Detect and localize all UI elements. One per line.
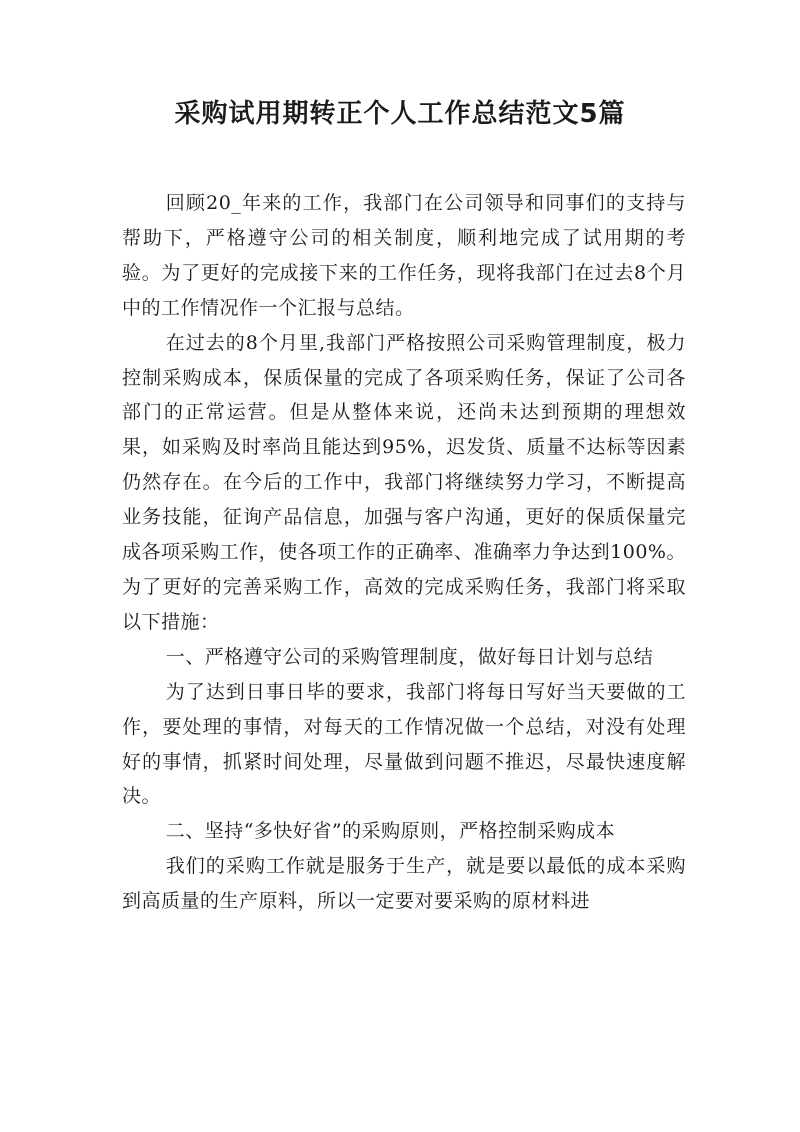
document-title: 采购试用期转正个人工作总结范文5篇 xyxy=(174,99,626,129)
document-body xyxy=(122,186,686,919)
paragraph-section-2: 我们的采购工作就是服务于生产，就是要以最低的成本采购到高质量的生产原料，所以一定要对要采购的原材料进 xyxy=(122,855,686,913)
paragraph-review: 在过去的8个月里,我部门严格按照公司采购管理制度，极力控制采购成本，保质保量的完成了各项采购任务，保证了公司各部门的正常运营。但是从整体来说，还尚未达到预期的理想效果，如采购及时率尚且能达到95%，迟发货、质量不达标等因素仍然存在。在今后的工作中，我部门将继续努力学习，不断提高业务技能，征询产品信息，加强与客户沟通，更好的保质保量完成各项采购工作，使各项工作的正确率、准确率力争达到100%。为了更好的完善采购工作，高效的完成采购任务，我部门将采取以下措施： xyxy=(122,331,686,633)
paragraph-intro: 回顾20_年来的工作，我部门在公司领导和同事们的支持与帮助下，严格遵守公司的相关制度，顺利地完成了试用期的考验。为了更好的完成接下来的工作任务，现将我部门在过去8个月中的工作情况作一个汇报与总结。 xyxy=(122,192,686,319)
section-heading-2: 二、坚持“多快好省”的采购原则，严格控制采购成本 xyxy=(165,820,616,843)
paragraph-section-1: 为了达到日事日毕的要求，我部门将每日写好当天要做的工作，要处理的事情，对每天的工作情况做一个总结，对没有处理好的事情，抓紧时间处理，尽量做到问题不推迟，尽最快速度解决。 xyxy=(122,680,686,808)
section-heading-1: 一、严格遵守公司的采购管理制度，做好每日计划与总结 xyxy=(165,645,654,668)
